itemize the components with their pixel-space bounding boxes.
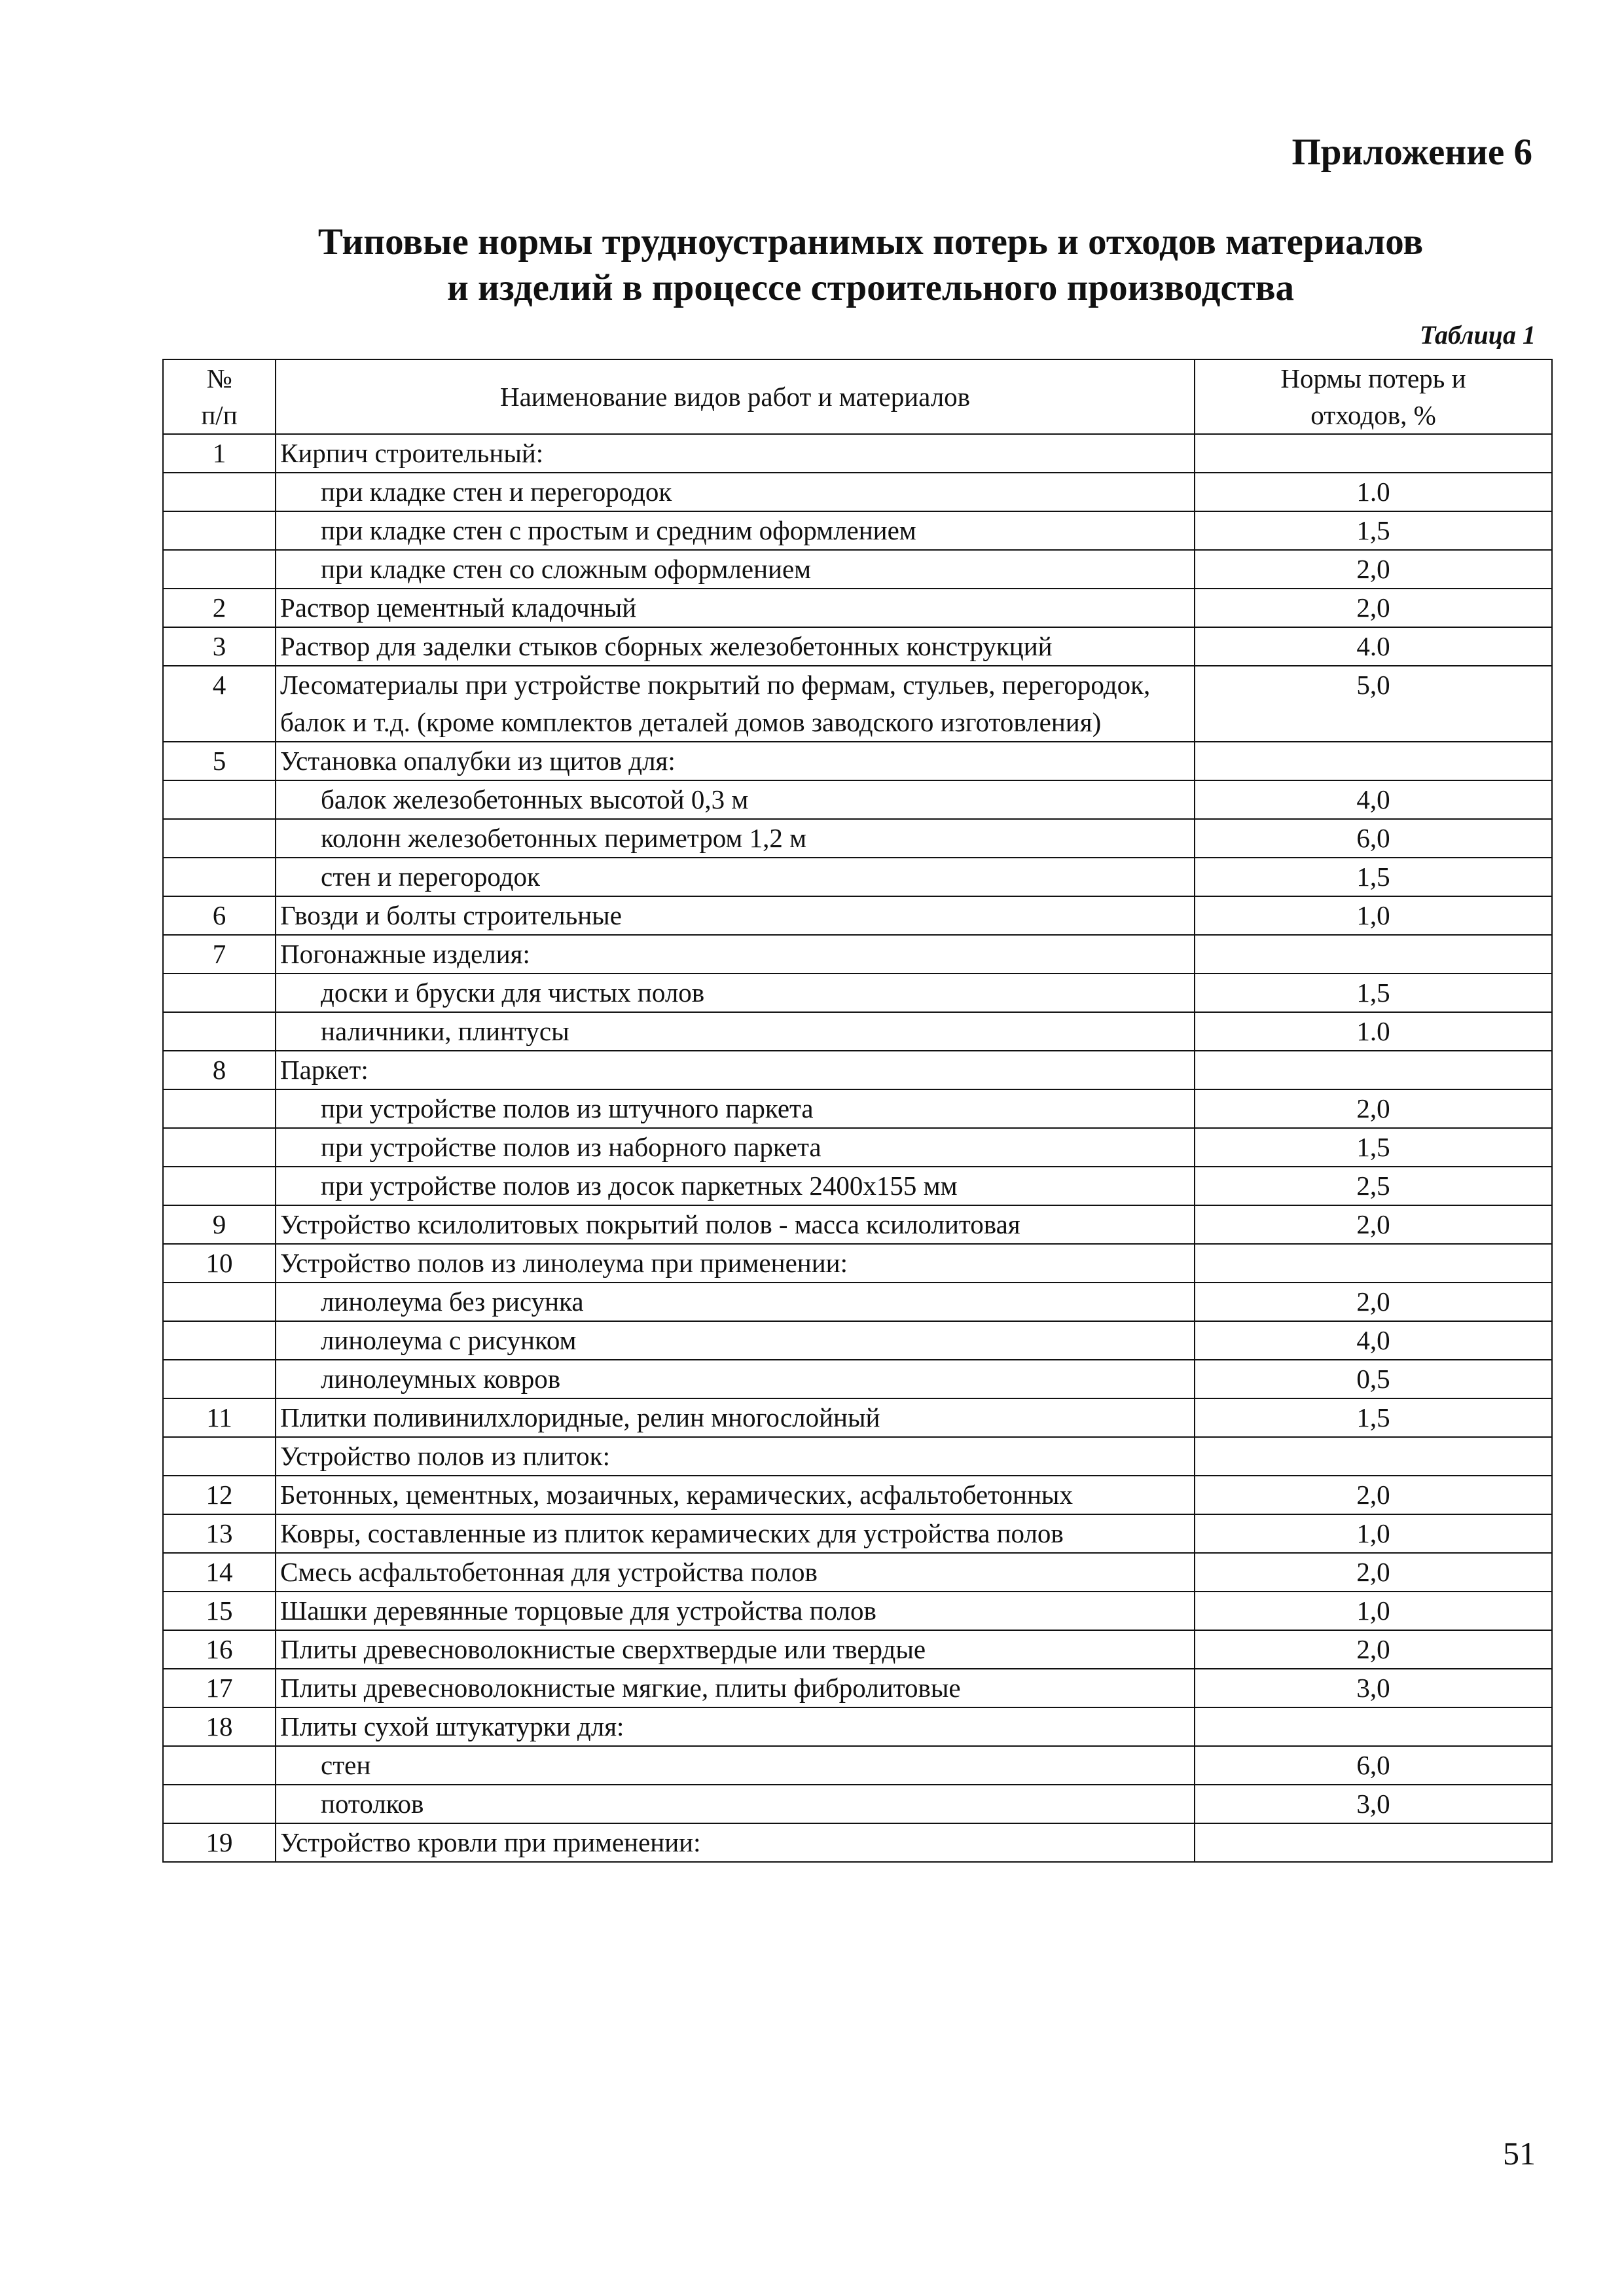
row-name: Лесоматериалы при устройстве покрытий по фермам, стульев, перегородок, балок и т.д. (кроме комплектов деталей домов заводского изготовления): [276, 666, 1195, 742]
table-row: [163, 1669, 1552, 1707]
row-number: 17: [163, 1669, 276, 1707]
row-norm-value: 2,0: [1195, 1205, 1552, 1244]
page-number: 51: [1503, 2135, 1536, 2172]
row-name: Ковры, составленные из плиток керамических для устройства полов: [276, 1514, 1195, 1553]
row-number: [163, 819, 276, 858]
table-row: [163, 819, 1552, 858]
row-number: [163, 511, 276, 550]
header-row: [163, 359, 1552, 434]
table-row: [163, 1476, 1552, 1514]
row-number: 11: [163, 1398, 276, 1437]
row-number: [163, 858, 276, 896]
row-norm-value: [1195, 1707, 1552, 1746]
table-row: [163, 1051, 1552, 1089]
header-number: [163, 359, 276, 434]
row-name: Устройство полов из линолеума при применении:: [276, 1244, 1195, 1283]
appendix-label: Приложение 6: [1291, 132, 1532, 173]
row-number: 3: [163, 627, 276, 666]
row-number: 19: [163, 1823, 276, 1862]
row-norm-value: [1195, 1051, 1552, 1089]
row-norm-value: 4,0: [1195, 780, 1552, 819]
row-norm-value: 2,0: [1195, 1630, 1552, 1669]
row-name: Плиты древесноволокнистые мягкие, плиты фибролитовые: [276, 1669, 1195, 1707]
table-row: [163, 1012, 1552, 1051]
table-row: [163, 1089, 1552, 1128]
header-norm-line-1: Нормы потерь и: [1280, 363, 1466, 393]
row-norm-value: 2,0: [1195, 1553, 1552, 1592]
table-row: [163, 1592, 1552, 1630]
table-row: [163, 935, 1552, 974]
table-row: [163, 1746, 1552, 1785]
table-row: [163, 1514, 1552, 1553]
table-row: [163, 1785, 1552, 1823]
row-name: линолеумных ковров: [276, 1360, 1195, 1398]
row-number: [163, 1128, 276, 1167]
title-line-2: и изделий в процессе строительного производства: [446, 267, 1295, 308]
table-row: [163, 1244, 1552, 1283]
row-name: Смесь асфальтобетонная для устройства полов: [276, 1553, 1195, 1592]
table-row: [163, 1205, 1552, 1244]
header-norm: [1195, 359, 1552, 434]
row-name: Установка опалубки из щитов для:: [276, 742, 1195, 780]
row-name: при устройстве полов из досок паркетных 2400х155 мм: [276, 1167, 1195, 1205]
row-number: 15: [163, 1592, 276, 1630]
row-number: [163, 1437, 276, 1476]
table-row: [163, 589, 1552, 627]
row-norm-value: [1195, 1437, 1552, 1476]
row-number: 9: [163, 1205, 276, 1244]
row-number: 10: [163, 1244, 276, 1283]
table-row: [163, 511, 1552, 550]
title-line-1: Типовые нормы трудноустранимых потерь и отходов материалов: [317, 221, 1424, 263]
row-name: Раствор для заделки стыков сборных железобетонных конструкций: [276, 627, 1195, 666]
row-name: доски и бруски для чистых полов: [276, 974, 1195, 1012]
header-norm-line-2: отходов, %: [1310, 400, 1436, 430]
row-name: Плиты древесноволокнистые сверхтвердые или твердые: [276, 1630, 1195, 1669]
row-number: [163, 1746, 276, 1785]
table-row: [163, 858, 1552, 896]
row-norm-value: 4,0: [1195, 1321, 1552, 1360]
table-row: [163, 742, 1552, 780]
row-number: 16: [163, 1630, 276, 1669]
document-title: [131, 219, 1610, 311]
row-norm-value: 1,5: [1195, 1128, 1552, 1167]
row-norm-value: 2,0: [1195, 1476, 1552, 1514]
table-row: [163, 780, 1552, 819]
row-norm-value: 4.0: [1195, 627, 1552, 666]
table-row: [163, 1630, 1552, 1669]
table-row: [163, 896, 1552, 935]
row-norm-value: 2,5: [1195, 1167, 1552, 1205]
row-norm-value: [1195, 1823, 1552, 1862]
row-norm-value: [1195, 1244, 1552, 1283]
row-norm-value: 6,0: [1195, 819, 1552, 858]
row-norm-value: 1,0: [1195, 896, 1552, 935]
row-name: Плиты сухой штукатурки для:: [276, 1707, 1195, 1746]
row-number: [163, 1089, 276, 1128]
row-norm-value: 1.0: [1195, 473, 1552, 511]
table-row: [163, 1823, 1552, 1862]
row-name: Бетонных, цементных, мозаичных, керамических, асфальтобетонных: [276, 1476, 1195, 1514]
table-row: [163, 1167, 1552, 1205]
row-norm-value: [1195, 935, 1552, 974]
row-number: 6: [163, 896, 276, 935]
row-name: стен и перегородок: [276, 858, 1195, 896]
table-row: [163, 434, 1552, 473]
row-name: Устройство кровли при применении:: [276, 1823, 1195, 1862]
table-row: [163, 1321, 1552, 1360]
row-number: 18: [163, 1707, 276, 1746]
table-row: [163, 1398, 1552, 1437]
row-number: [163, 1321, 276, 1360]
row-name: при устройстве полов из штучного паркета: [276, 1089, 1195, 1128]
row-number: 5: [163, 742, 276, 780]
row-norm-value: 1,5: [1195, 974, 1552, 1012]
header-name: Наименование видов работ и материалов: [276, 359, 1195, 434]
table-row: [163, 627, 1552, 666]
row-number: 12: [163, 1476, 276, 1514]
row-name: Кирпич строительный:: [276, 434, 1195, 473]
row-name: балок железобетонных высотой 0,3 м: [276, 780, 1195, 819]
row-name: наличники, плинтусы: [276, 1012, 1195, 1051]
table-row: [163, 473, 1552, 511]
row-norm-value: [1195, 434, 1552, 473]
row-number: [163, 1012, 276, 1051]
row-norm-value: 2,0: [1195, 589, 1552, 627]
row-number: [163, 1283, 276, 1321]
header-number-line-2: п/п: [201, 400, 238, 430]
row-norm-value: 0,5: [1195, 1360, 1552, 1398]
row-norm-value: 1.0: [1195, 1012, 1552, 1051]
row-name: Шашки деревянные торцовые для устройства полов: [276, 1592, 1195, 1630]
row-norm-value: 3,0: [1195, 1785, 1552, 1823]
row-norm-value: 6,0: [1195, 1746, 1552, 1785]
table-row: [163, 1707, 1552, 1746]
row-norm-value: 2,0: [1195, 1283, 1552, 1321]
row-norm-value: 1,0: [1195, 1592, 1552, 1630]
row-number: [163, 974, 276, 1012]
row-norm-value: 3,0: [1195, 1669, 1552, 1707]
table-row: [163, 1283, 1552, 1321]
row-norm-value: 1,5: [1195, 1398, 1552, 1437]
row-norm-value: 2,0: [1195, 550, 1552, 589]
table-row: [163, 1128, 1552, 1167]
norms-table: [162, 359, 1553, 1863]
row-norm-value: 5,0: [1195, 666, 1552, 742]
row-norm-value: 1,0: [1195, 1514, 1552, 1553]
row-name: стен: [276, 1746, 1195, 1785]
table-row: [163, 974, 1552, 1012]
table-header: [163, 359, 1552, 434]
row-name: Устройство полов из плиток:: [276, 1437, 1195, 1476]
row-number: [163, 780, 276, 819]
row-name: Раствор цементный кладочный: [276, 589, 1195, 627]
row-name: при кладке стен со сложным оформлением: [276, 550, 1195, 589]
row-number: 8: [163, 1051, 276, 1089]
row-name: линолеума с рисунком: [276, 1321, 1195, 1360]
table-row: [163, 666, 1552, 742]
row-number: [163, 473, 276, 511]
row-name: при устройстве полов из наборного паркета: [276, 1128, 1195, 1167]
row-number: [163, 1785, 276, 1823]
table-body: [163, 434, 1552, 1862]
table-row: [163, 1437, 1552, 1476]
row-name: Устройство ксилолитовых покрытий полов - масса ксилолитовая: [276, 1205, 1195, 1244]
row-number: 2: [163, 589, 276, 627]
row-name: Погонажные изделия:: [276, 935, 1195, 974]
table-row: [163, 550, 1552, 589]
row-name: Гвозди и болты строительные: [276, 896, 1195, 935]
row-number: 14: [163, 1553, 276, 1592]
row-number: [163, 1360, 276, 1398]
row-number: 7: [163, 935, 276, 974]
row-name: при кладке стен и перегородок: [276, 473, 1195, 511]
table-label: Таблица 1: [1420, 320, 1536, 350]
row-number: 4: [163, 666, 276, 742]
row-name: Паркет:: [276, 1051, 1195, 1089]
row-number: [163, 550, 276, 589]
table-row: [163, 1360, 1552, 1398]
header-number-line-1: №: [206, 363, 232, 393]
row-name: потолков: [276, 1785, 1195, 1823]
row-name: при кладке стен с простым и средним оформлением: [276, 511, 1195, 550]
row-norm-value: 2,0: [1195, 1089, 1552, 1128]
row-name: линолеума без рисунка: [276, 1283, 1195, 1321]
row-number: 1: [163, 434, 276, 473]
row-norm-value: 1,5: [1195, 858, 1552, 896]
row-name: Плитки поливинилхлоридные, релин многослойный: [276, 1398, 1195, 1437]
row-number: 13: [163, 1514, 276, 1553]
table-row: [163, 1553, 1552, 1592]
row-norm-value: 1,5: [1195, 511, 1552, 550]
row-norm-value: [1195, 742, 1552, 780]
row-name: колонн железобетонных периметром 1,2 м: [276, 819, 1195, 858]
row-number: [163, 1167, 276, 1205]
